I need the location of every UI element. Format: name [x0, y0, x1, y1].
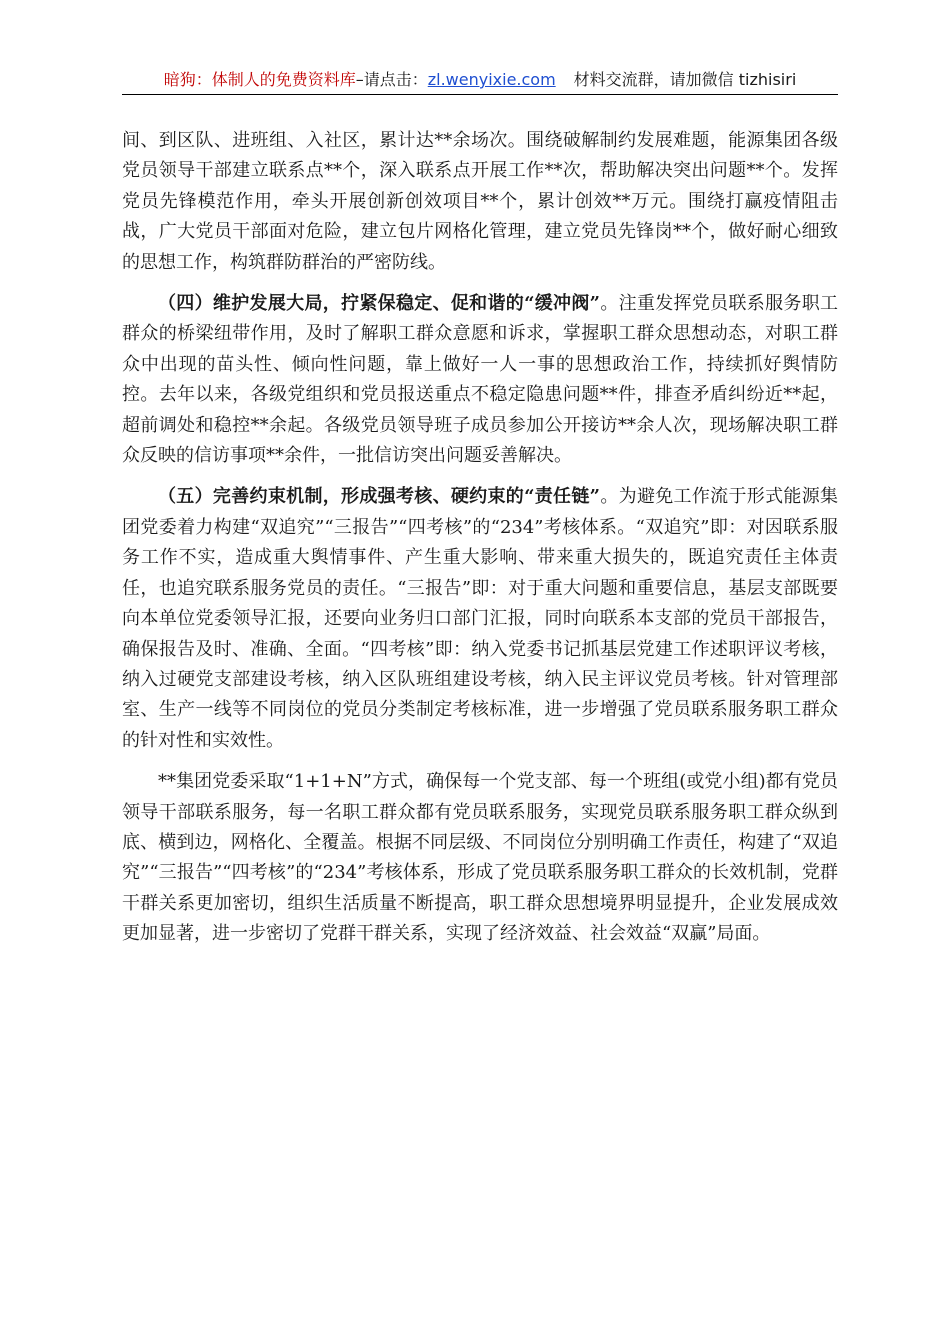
paragraph-text: 间、到区队、进班组、入社区，累计达**余场次。围绕破解制约发展难题，能源集团各级党员领导干部建立联系点**个，深入联系点开展工作**次，帮助解决突出问题**个。发挥党员先锋模范作用，牵头开展创新创效项目**个，累计创效**万元。围绕打赢疫情阻击战，广大党员干部面对危险，建立包片网格化管理，建立党员先锋岗**个，做好耐心细致的思想工作，构筑群防群治的严密防线。	[122, 130, 838, 273]
paragraph-text: 。为避免工作流于形式能源集团党委着力构建“双追究”“三报告”“四考核”的“234”考核体系。“双追究”即：对因联系服务工作不实，造成重大舆情事件、产生重大影响、带来重大损失的，既追究责任主体责任，也追究联系服务党员的责任。“三报告”即：对于重大问题和重要信息，基层支部既要向本单位党委领导汇报，还要向业务归口部门汇报，同时向联系本支部的党员干部报告，确保报告及时、准确、全面。“四考核”即：纳入党委书记抓基层党建工作述职评议考核，纳入过硬党支部建设考核，纳入区队班组建设考核，纳入民主评议党员考核。针对管理部室、生产一线等不同岗位的党员分类制定考核标准，进一步增强了党员联系服务职工群众的针对性和实效性。	[122, 486, 838, 751]
document-body	[122, 126, 838, 950]
paragraph-section-4	[122, 289, 838, 471]
header-link[interactable]: zl.wenyixie.com	[427, 70, 556, 89]
paragraph-text: **集团党委采取“1+1+N”方式，确保每一个党支部、每一个班组(或党小组)都有党员领导干部联系服务，每一名职工群众都有党员联系服务，实现党员联系服务职工群众纵到底、横到边，网格化、全覆盖。根据不同层级、不同岗位分别明确工作责任，构建了“双追究”“三报告”“四考核”的“234”考核体系，形成了党员联系服务职工群众的长效机制，党群干群关系更加密切，组织生活质量不断提高，职工群众思想境界明显提升，企业发展成效更加显著，进一步密切了党群干群关系，实现了经济效益、社会效益“双赢”局面。	[122, 771, 838, 945]
section-heading: （四）维护发展大局，拧紧保稳定、促和谐的“缓冲阀”	[158, 293, 601, 315]
paragraph-text: 。注重发挥党员联系服务职工群众的桥梁纽带作用，及时了解职工群众意愿和诉求，掌握职工群众思想动态，对职工群众中出现的苗头性、倾向性问题，靠上做好一人一事的思想政治工作，持续抓好舆情防控。去年以来，各级党组织和党员报送重点不稳定隐患问题**件，排查矛盾纠纷近**起，超前调处和稳控**余起。各级党员领导班子成员参加公开接访**余人次，现场解决职工群众反映的信访事项**余件，一批信访突出问题妥善解决。	[122, 293, 838, 467]
paragraph-section-5	[122, 482, 838, 756]
header-brand: 暗狗：体制人的免费资料库	[163, 70, 356, 89]
header-group-text: 材料交流群，请加微信 tizhisiri	[573, 70, 797, 89]
paragraph-continuation	[122, 126, 838, 278]
page-header	[122, 68, 838, 95]
section-heading: （五）完善约束机制，形成强考核、硬约束的“责任链”	[158, 486, 601, 508]
paragraph-summary	[122, 767, 838, 949]
header-click-prompt: –请点击：	[355, 70, 428, 89]
